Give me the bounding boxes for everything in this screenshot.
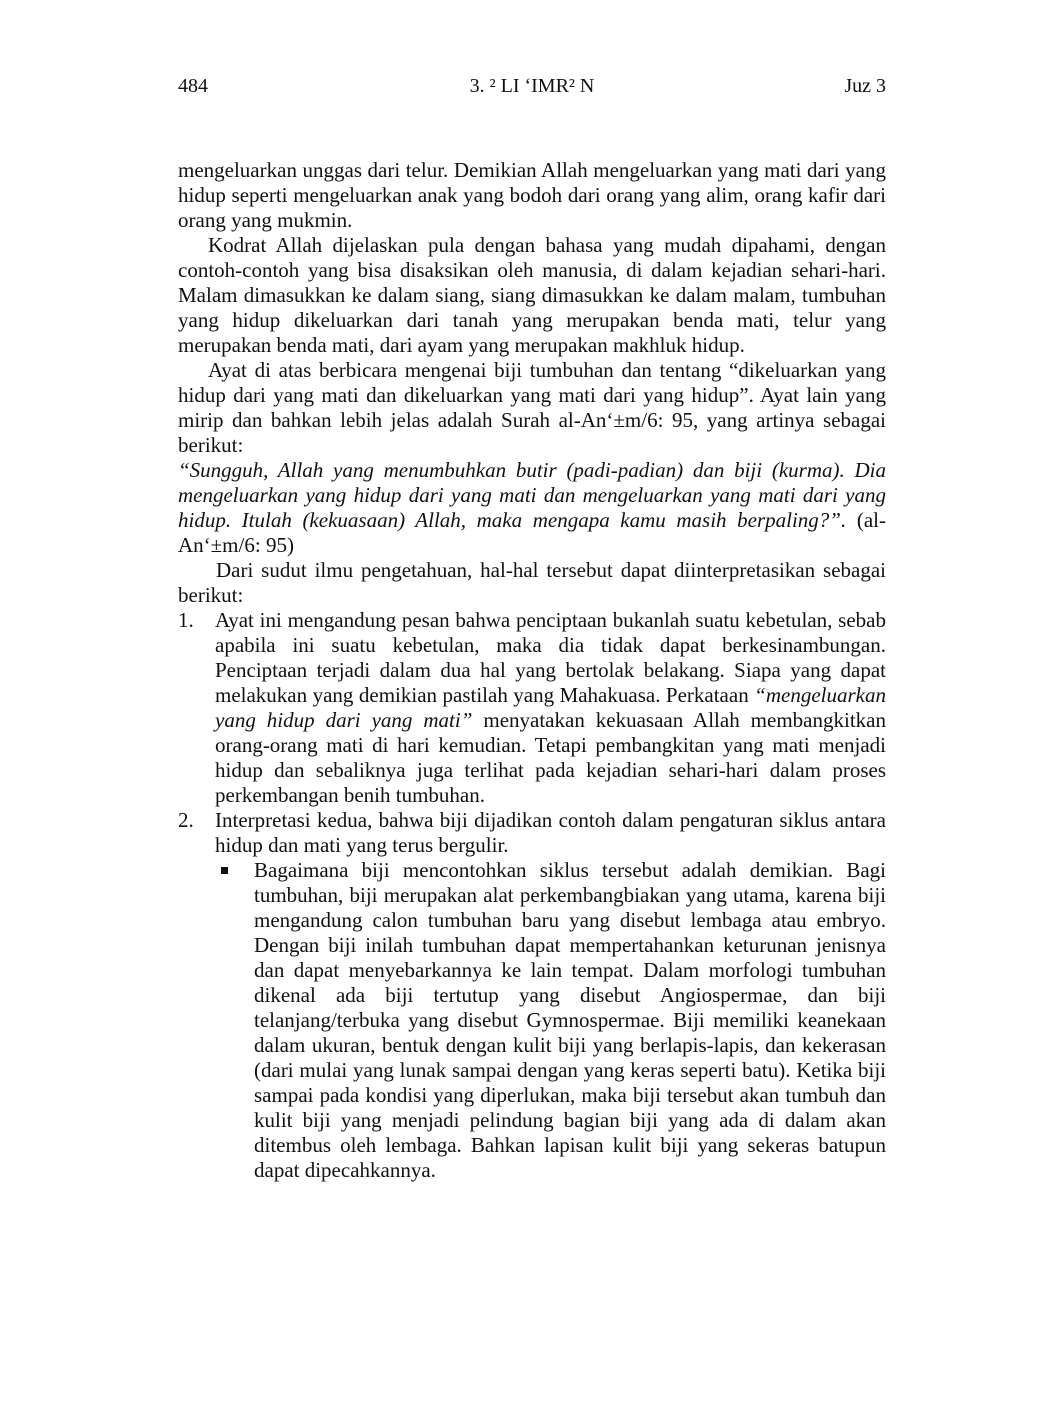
list-item-text-b: menyatakan kekuasaan Allah membangkitkan orang-orang mati di hari kemudian. Tetapi pembangkitan yang mati menjadi hidup dan sebaliknya juga terlihat pada kejadian sehari-hari dalam proses perkembangan benih tumbuhan. bbox=[215, 708, 886, 807]
paragraph-kodrat: Kodrat Allah dijelaskan pula dengan bahasa yang mudah dipahami, dengan contoh-contoh yang bisa disaksikan oleh manusia, di dalam kejadian sehari-hari. Malam dimasukkan ke dalam siang, siang dimasukkan ke dalam malam, tumbuhan yang hidup dikeluarkan dari tanah yang merupakan benda mati, telur yang merupakan benda mati, dari ayam yang merupakan makhluk hidup. bbox=[178, 233, 886, 357]
paragraph-interpretation-intro: Dari sudut ilmu pengetahuan, hal-hal tersebut dapat diinterpretasikan sebagai berikut: bbox=[178, 558, 886, 607]
juz-label: Juz 3 bbox=[844, 75, 886, 97]
paragraph-ayat: Ayat di atas berbicara mengenai biji tumbuhan dan tentang “dikeluarkan yang hidup dari yang mati dan dikeluarkan yang mati dari yang hidup”. Ayat lain yang mirip dan bahkan lebih jelas adalah Surah al-An‘±m/6: 95, yang artinya sebagai berikut: bbox=[178, 358, 886, 457]
paragraph-continuation: mengeluarkan unggas dari telur. Demikian Allah mengeluarkan yang mati dari yang hidup seperti mengeluarkan anak yang bodoh dari orang yang alim, orang kafir dari orang yang mukmin. bbox=[178, 158, 886, 232]
bullet-item bbox=[215, 858, 886, 1183]
quote-text: “Sungguh, Allah yang menumbuhkan butir (padi-padian) dan biji (kurma). Dia mengeluarkan yang hidup dari yang mati dan mengeluarkan yang mati dari yang hidup. Itulah (kekuasaan) Allah, maka mengapa kamu masih berpaling?”. bbox=[178, 458, 886, 532]
page-number: 484 bbox=[178, 75, 208, 97]
bullet-item-text: Bagaimana biji mencontohkan siklus tersebut adalah demikian. Bagi tumbuhan, biji merupakan alat perkembangbiakan yang utama, karena biji mengandung calon tumbuhan baru yang disebut lembaga atau embryo. Dengan biji inilah tumbuhan dapat mempertahankan keturunan jenisnya dan dapat menyebarkannya ke lain tempat. Dalam morfologi tumbuhan dikenal ada biji tertutup yang disebut Angiospermae, dan biji telanjang/terbuka yang disebut Gymnospermae. Biji memiliki keanekaan dalam ukuran, bentuk dengan kulit biji yang berlapis-lapis, dan kekerasan (dari mulai yang lunak sampai dengan yang keras seperti batu). Ketika biji sampai pada kondisi yang diperlukan, maka biji tersebut akan tumbuh dan kulit biji yang menjadi pelindung bagian biji yang ada di dalam akan ditembus oleh lembaga. Bahkan lapisan kulit biji yang sekeras batupun dapat dipecahkannya. bbox=[254, 858, 886, 1182]
list-number: 1. bbox=[178, 608, 194, 632]
square-bullet-icon bbox=[221, 867, 228, 874]
list-item bbox=[178, 808, 886, 1183]
interpretation-list bbox=[178, 608, 886, 1183]
page-body bbox=[178, 158, 886, 1183]
list-item-text: Interpretasi kedua, bahwa biji dijadikan contoh dalam pengaturan siklus antara hidup dan mati yang terus bergulir. bbox=[215, 808, 886, 857]
quran-quote bbox=[178, 458, 886, 558]
list-item-italic-phrase: “mengeluarkan yang hidup dari yang mati” bbox=[215, 683, 886, 732]
list-item bbox=[178, 608, 886, 808]
chapter-title: 3. ² LI ‘IMR² N bbox=[469, 75, 595, 97]
list-number: 2. bbox=[178, 808, 194, 832]
running-header bbox=[178, 72, 886, 100]
quote-reference: (al-An‘±m/6: 95) bbox=[178, 508, 886, 557]
list-item-text-a: Ayat ini mengandung pesan bahwa penciptaan bukanlah suatu kebetulan, sebab apabila ini suatu kebetulan, maka dia tidak dapat berkesinambungan. Penciptaan terjadi dalam dua hal yang bertolak belakang. Siapa yang dapat melakukan yang demikian pastilah yang Mahakuasa. Perkataan bbox=[215, 608, 886, 707]
bullet-list bbox=[215, 858, 886, 1183]
